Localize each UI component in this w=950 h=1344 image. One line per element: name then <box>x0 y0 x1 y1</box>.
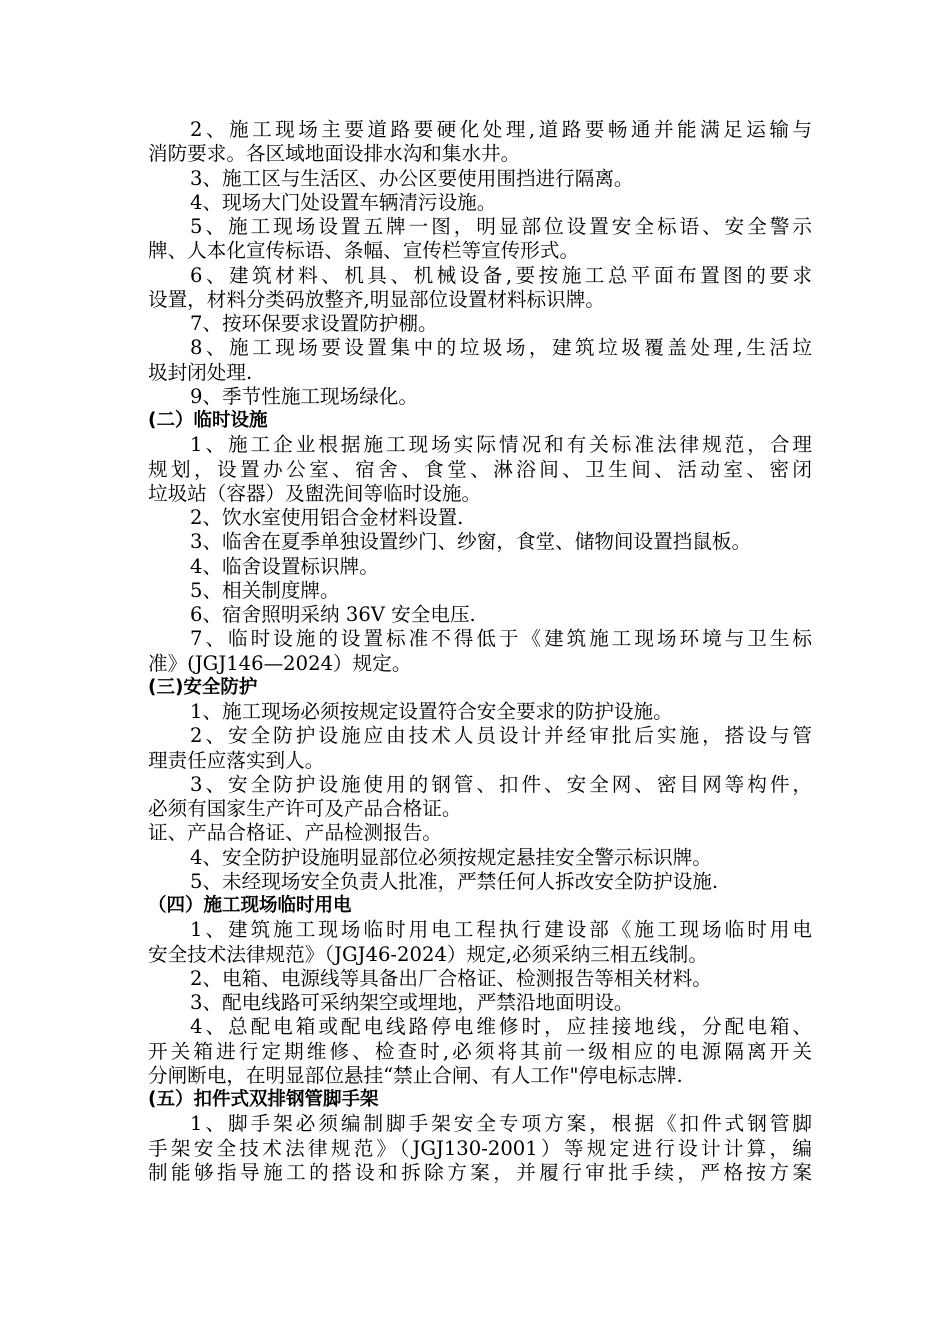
paragraph-line: 3、临舍在夏季单独设置纱门、纱窗，食堂、储物间设置挡鼠板。 <box>190 530 752 554</box>
section-heading: （四）施工现场临时用电 <box>148 895 352 916</box>
paragraph-line: 设置，材料分类码放整齐,明显部位设置材料标识牌。 <box>148 287 605 311</box>
paragraph-line: 理责任应落实到人。 <box>148 748 325 772</box>
section-heading: (五）扣件式双排钢管脚手架 <box>148 1089 379 1110</box>
paragraph-line: 9、季节性施工现场绿化。 <box>190 384 418 408</box>
paragraph-line: 消防要求。各区域地面设排水沟和集水井。 <box>148 142 521 166</box>
paragraph-line: 安全技术法律规范》（JGJ46-2024）规定,必须采纳三相五线制。 <box>148 942 708 966</box>
paragraph-line: 准》(JGJ146—2024）规定。 <box>148 651 412 675</box>
paragraph-line: 3、安全防护设施使用的钢管、扣件、安全网、密目网等构件， <box>190 772 812 796</box>
paragraph-line: 2、电箱、电源线等具备出厂合格证、检测报告等相关材料。 <box>190 966 712 990</box>
paragraph-line: 制能够指导施工的搭设和拆除方案，并履行审批手续，严格按方案 <box>148 1160 812 1184</box>
paragraph-line: 5、施工现场设置五牌一图，明显部位设置安全标语、安全警示 <box>190 215 812 238</box>
paragraph-line: 垃圾站（容器）及盥洗间等临时设施。 <box>148 481 482 505</box>
paragraph-line: 3、配电线路可采纳架空或埋地，严禁沿地面明设。 <box>190 991 634 1014</box>
section-heading: (三)安全防护 <box>148 676 258 698</box>
paragraph-line: 圾封闭处理. <box>148 360 253 384</box>
paragraph-line: 4、总配电箱或配电线路停电维修时，应挂接地线，分配电箱、 <box>190 1015 812 1039</box>
paragraph-line: 4、安全防护设施明显部位必须按规定悬挂安全警示标识牌。 <box>190 845 712 869</box>
paragraph-line: 手架安全技术法律规范》（JGJ130-2001）等规定进行设计计算，编 <box>148 1136 812 1160</box>
section-heading: (二）临时设施 <box>148 410 268 431</box>
paragraph-line: 2、安全防护设施应由技术人员设计并经审批后实施，搭设与管 <box>190 724 812 748</box>
paragraph-line: 1、施工企业根据施工现场实际情况和有关标准法律规范，合理 <box>190 433 812 457</box>
paragraph-line: 证、产品合格证、产品检测报告。 <box>148 821 442 845</box>
paragraph-line: 5、未经现场安全负责人批准，严禁任何人拆改安全防护设施. <box>190 869 719 893</box>
paragraph-line: 1、脚手架必须编制脚手架安全专项方案，根据《扣件式钢管脚 <box>190 1112 812 1136</box>
document-body <box>148 118 812 1185</box>
paragraph-line: 6、宿舍照明采纳 36V 安全电压. <box>190 603 476 626</box>
paragraph-line: 7、临时设施的设置标准不得低于《建筑施工现场环境与卫生标 <box>190 627 812 651</box>
paragraph-line: 必须有国家生产许可及产品合格证。 <box>148 797 462 820</box>
paragraph-line: 6、建筑材料、机具、机械设备,要按施工总平面布置图的要求 <box>190 263 812 287</box>
paragraph-line: 1、施工现场必须按规定设置符合安全要求的防护设施。 <box>190 700 673 723</box>
paragraph-line: 规划，设置办公室、宿舍、食堂、淋浴间、卫生间、活动室、密闭 <box>148 457 812 481</box>
paragraph-line: 2、饮水室使用铝合金材料设置. <box>190 506 464 529</box>
paragraph-line: 牌、人本化宣传标语、条幅、宣传栏等宣传形式。 <box>148 239 580 263</box>
paragraph-line: 8、施工现场要设置集中的垃圾场，建筑垃圾覆盖处理,生活垃 <box>190 336 812 360</box>
paragraph-line: 4、临舍设置标识牌。 <box>190 554 379 578</box>
paragraph-line: 开关箱进行定期维修、检查时,必须将其前一级相应的电源隔离开关 <box>148 1039 812 1063</box>
paragraph-line: 1、建筑施工现场临时用电工程执行建设部《施工现场临时用电 <box>190 918 812 942</box>
paragraph-line: 4、现场大门处设置车辆清污设施。 <box>190 190 497 214</box>
paragraph-line: 2、施工现场主要道路要硬化处理,道路要畅通并能满足运输与 <box>190 118 812 141</box>
paragraph-line: 5、相关制度牌。 <box>190 578 340 602</box>
paragraph-line: 3、施工区与生活区、办公区要使用围挡进行隔离。 <box>190 166 634 190</box>
paragraph-line: 7、按环保要求设置防护棚。 <box>190 312 438 335</box>
paragraph-line: 分闸断电，在明显部位悬挂“禁止合闸、有人工作"停电标志牌. <box>148 1063 683 1087</box>
